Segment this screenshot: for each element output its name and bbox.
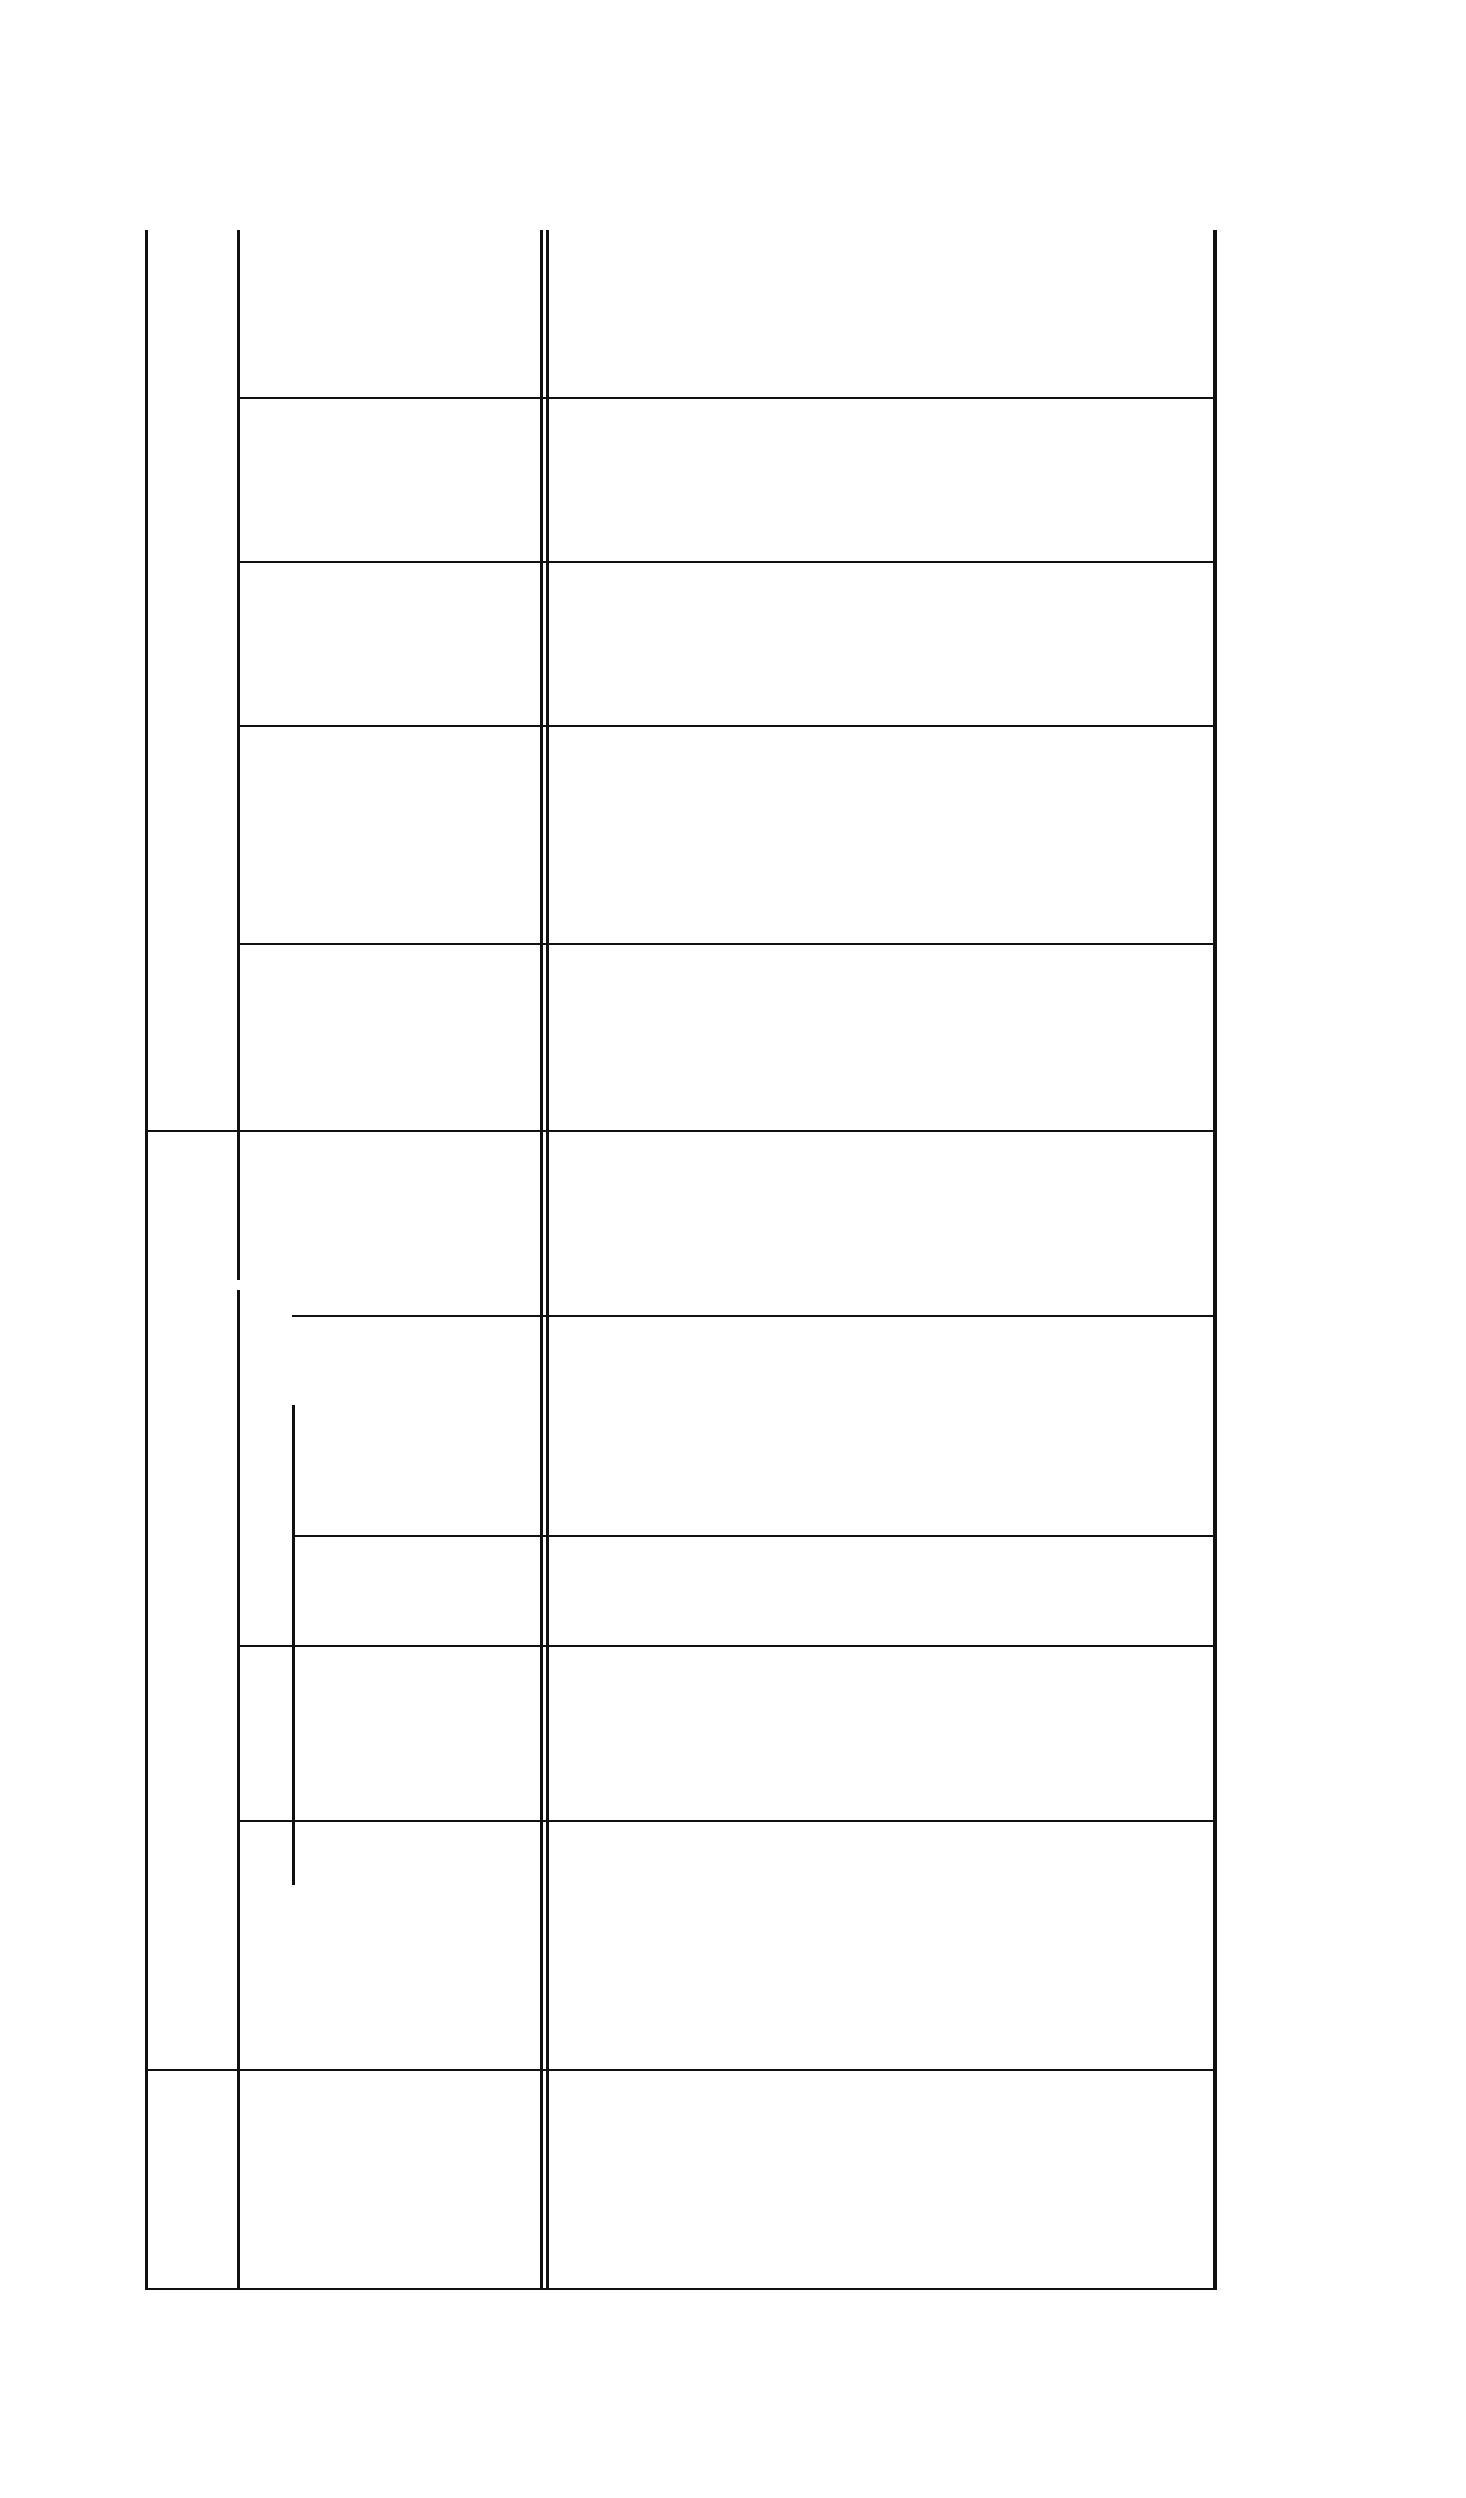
- header-tz-nir: [240, 950, 538, 1125]
- header-ntd-title: [149, 235, 235, 1125]
- col-rule-springs: [237, 1645, 1215, 1647]
- header-tu: [240, 406, 538, 556]
- col-rule-nutromery: [292, 1315, 1215, 1317]
- header-ku: [240, 237, 538, 392]
- header-tz-okr: [240, 570, 538, 720]
- header-bottom-rule-a: [540, 230, 543, 2290]
- col-rule-tu: [237, 561, 1215, 563]
- col-rule-tzokr: [237, 725, 1215, 727]
- col-rule-ntd: [145, 1130, 1215, 1132]
- header-micrometers: [295, 1322, 538, 1530]
- rotated-table: [145, 230, 1215, 2290]
- header-bottom-rule-b: [546, 230, 549, 2290]
- table-top-rule: [145, 230, 148, 2290]
- col-rule-micro: [237, 1820, 1215, 1822]
- header-nutromery: [295, 1138, 538, 1310]
- header-golovki: [295, 1540, 538, 1640]
- col-rule-ku: [237, 397, 1215, 399]
- header-standards: [240, 733, 538, 938]
- table-bottom-rule: [1213, 230, 1217, 2290]
- col-rule-number: [145, 2288, 1215, 2290]
- header-springs-title: [240, 1140, 290, 1640]
- col-rule-groups: [145, 2069, 1215, 2071]
- header-number: [145, 2080, 540, 2280]
- header-groups-title: [149, 1140, 235, 2060]
- col-rule-standards: [237, 943, 1215, 945]
- col-rule-micrometers: [292, 1535, 1215, 1537]
- header-micro: [240, 1653, 538, 1815]
- header-shtangen: [240, 1828, 538, 2064]
